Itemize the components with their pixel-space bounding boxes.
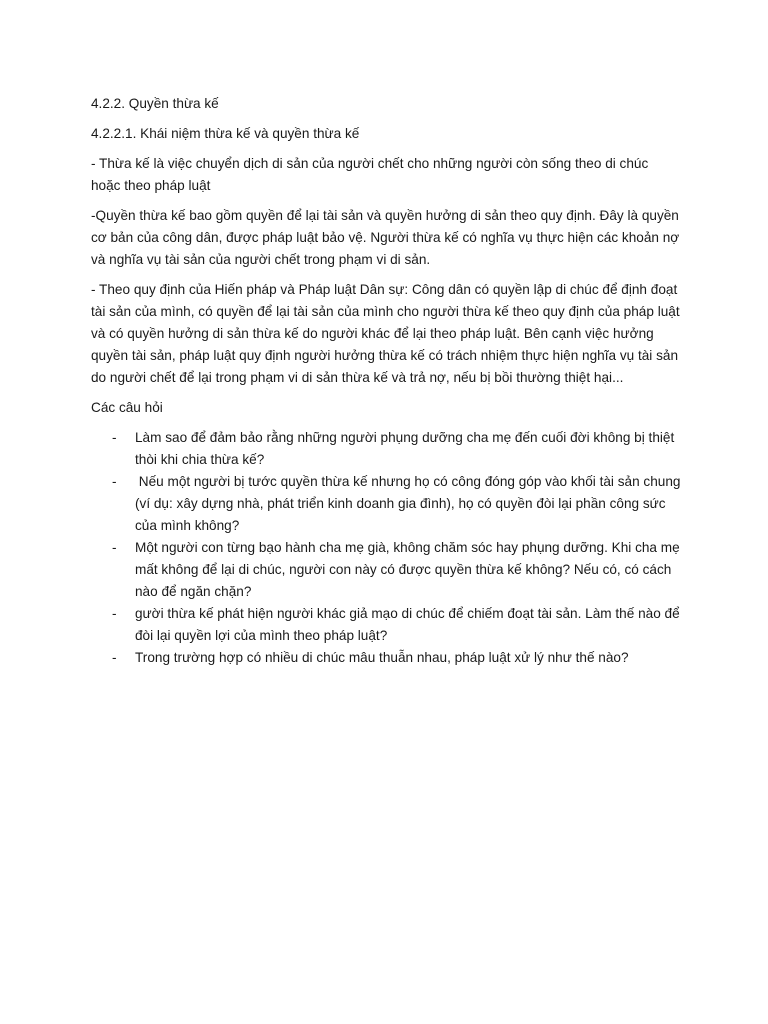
question-text: gười thừa kế phát hiện người khác giả mạo di chúc để chiếm đoạt tài sản. Làm thế nào để đòi lại quyền lợi của mình theo pháp luật? [135, 606, 680, 643]
question-text: Làm sao để đảm bảo rằng những người phụng dưỡng cha mẹ đến cuối đời không bị thiệt thòi khi chia thừa kế? [135, 430, 675, 467]
subsection-heading: 4.2.2.1. Khái niệm thừa kế và quyền thừa kế [91, 126, 360, 141]
section-heading: 4.2.2. Quyền thừa kế [91, 96, 219, 111]
paragraph-inheritance-right: -Quyền thừa kế bao gồm quyền để lại tài sản và quyền hưởng di sản theo quy định. Đây là quyền cơ bản của công dân, được pháp luật bảo vệ. Người thừa kế có nghĩa vụ thực hiện các khoản nợ và nghĩa vụ tài sản của người chết trong phạm vi di sản. [91, 208, 680, 267]
question-item [91, 537, 681, 603]
question-item [91, 647, 681, 669]
question-text: Trong trường hợp có nhiều di chúc mâu thuẫn nhau, pháp luật xử lý như thế nào? [135, 650, 629, 665]
bullet-dash: - [112, 650, 117, 665]
question-item [91, 603, 681, 647]
document-page [91, 93, 685, 669]
bullet-dash: - [112, 474, 117, 489]
paragraph-definition: - Thừa kế là việc chuyển dịch di sản của người chết cho những người còn sống theo di chúc hoặc theo pháp luật [91, 156, 649, 193]
questions-title: Các câu hỏi [91, 400, 163, 415]
bullet-dash: - [112, 540, 117, 555]
bullet-dash: - [112, 430, 117, 445]
bullet-dash: - [112, 606, 117, 621]
question-item [91, 471, 685, 537]
paragraph-legal-provisions: - Theo quy định của Hiến pháp và Pháp luật Dân sự: Công dân có quyền lập di chúc để định đoạt tài sản của mình, có quyền để lại tài sản của mình cho người thừa kế theo quy định của pháp luật và có quyền hưởng di sản thừa kế do người khác để lại theo pháp luật. Bên cạnh việc hưởng quyền tài sản, pháp luật quy định người hưởng thừa kế có trách nhiệm thực hiện nghĩa vụ tài sản do người chết để lại trong phạm vi di sản thừa kế và trả nợ, nếu bị bồi thường thiệt hại... [91, 282, 680, 385]
question-text: Một người con từng bạo hành cha mẹ già, không chăm sóc hay phụng dưỡng. Khi cha mẹ mất không để lại di chúc, người con này có được quyền thừa kế không? Nếu có, có cách nào để ngăn chặn? [135, 540, 680, 599]
question-text: Nếu một người bị tước quyền thừa kế nhưng họ có công đóng góp vào khối tài sản chung (ví dụ: xây dựng nhà, phát triển kinh doanh gia đình), họ có quyền đòi lại phần công sức của mình không? [135, 474, 685, 533]
question-item [91, 427, 681, 471]
questions-list [91, 427, 685, 669]
